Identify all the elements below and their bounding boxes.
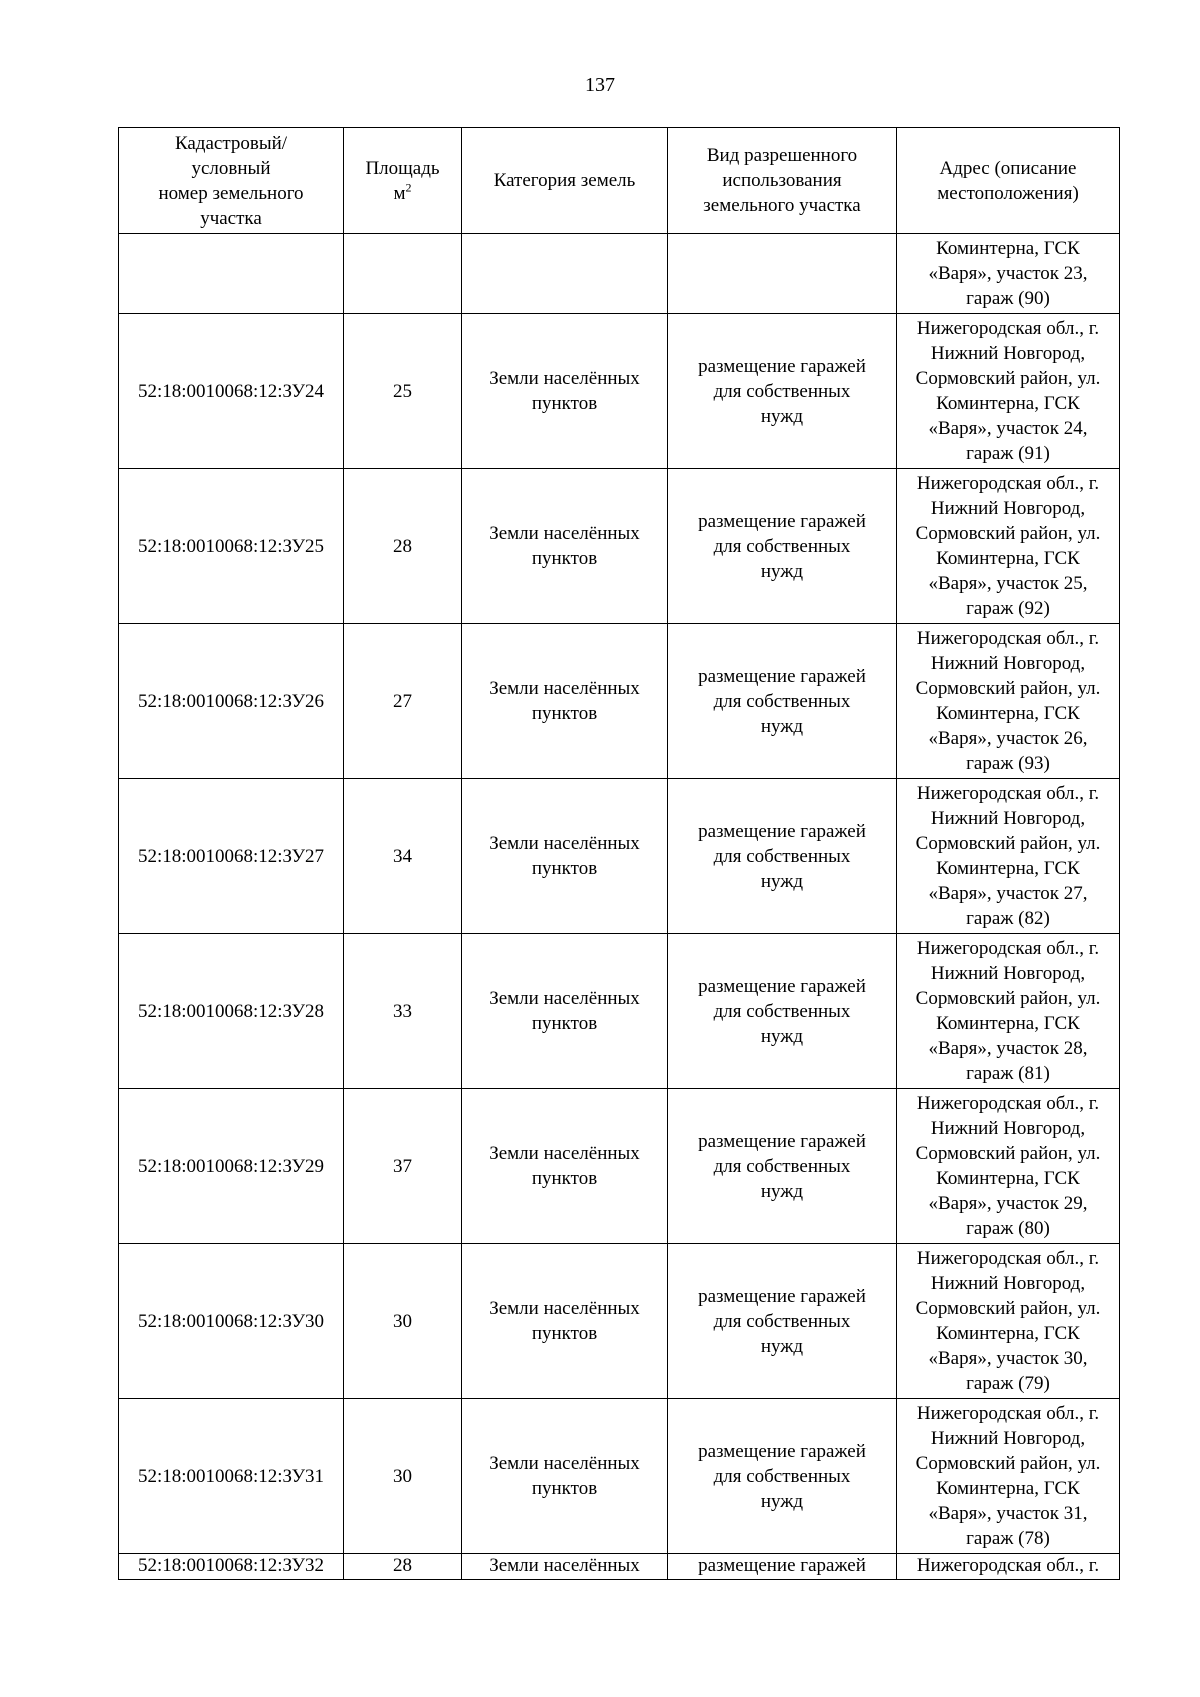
cell-cadastral: 52:18:0010068:12:ЗУ31 <box>119 1399 344 1554</box>
use-line: нужд <box>760 870 804 892</box>
cell-permitted-use <box>668 934 897 1089</box>
address-line: Нижний Новгород, <box>930 1118 1086 1139</box>
table-row-continuation <box>119 234 1120 314</box>
table-row <box>119 1089 1120 1244</box>
category-line: пунктов <box>531 858 598 879</box>
category-line: Земли населённых <box>489 833 640 854</box>
address-line: Сормовский район, ул. <box>915 1298 1101 1319</box>
cell-permitted-use <box>668 1244 897 1399</box>
use-line: для собственных <box>713 380 851 402</box>
table-header-row <box>119 128 1120 234</box>
use-line: размещение гаражей <box>698 355 866 377</box>
header-permitted-use: Вид разрешенного использования земельного участка <box>668 128 897 234</box>
cell-area <box>344 234 462 314</box>
category-line: Земли населённых <box>489 678 640 699</box>
use-line: нужд <box>760 1490 804 1512</box>
table-row <box>119 469 1120 624</box>
use-line: размещение гаражей <box>698 1285 866 1307</box>
address-line: Коминтерна, ГСК <box>936 703 1080 724</box>
cell-address <box>897 1399 1120 1554</box>
table-row <box>119 624 1120 779</box>
address-line: гараж (80) <box>966 1218 1050 1239</box>
cell-address <box>897 314 1120 469</box>
cell-cadastral: 52:18:0010068:12:ЗУ32 <box>119 1554 344 1580</box>
address-line: Нижегородская обл., г. <box>916 628 1100 649</box>
address-line: Нижний Новгород, <box>930 963 1086 984</box>
address-line: «Варя», участок 27, <box>928 883 1088 904</box>
use-line: для собственных <box>713 535 851 557</box>
address-line: «Варя», участок 30, <box>928 1348 1088 1369</box>
address-line: Нижний Новгород, <box>930 653 1086 674</box>
cell-cadastral: 52:18:0010068:12:ЗУ26 <box>119 624 344 779</box>
cell-cadastral: 52:18:0010068:12:ЗУ27 <box>119 779 344 934</box>
address-line: Коминтерна, ГСК <box>936 1168 1080 1189</box>
cell-address <box>897 624 1120 779</box>
cell-address <box>897 1244 1120 1399</box>
use-line: нужд <box>760 1180 804 1202</box>
cell-area: 30 <box>344 1399 462 1554</box>
category-line: пунктов <box>531 1478 598 1499</box>
cell-category <box>462 1089 668 1244</box>
cell-area: 37 <box>344 1089 462 1244</box>
category-line: Земли населённых <box>489 368 640 389</box>
cell-category <box>462 469 668 624</box>
cell-cadastral: 52:18:0010068:12:ЗУ30 <box>119 1244 344 1399</box>
address-line: Сормовский район, ул. <box>915 523 1101 544</box>
area-unit-exponent: 2 <box>405 180 412 195</box>
address-line: гараж (91) <box>966 443 1050 464</box>
table-row <box>119 779 1120 934</box>
cell-area: 30 <box>344 1244 462 1399</box>
cell-cadastral: 52:18:0010068:12:ЗУ29 <box>119 1089 344 1244</box>
use-line: нужд <box>760 560 804 582</box>
address-line: гараж (92) <box>966 598 1050 619</box>
address-line: Нижегородская обл., г. <box>916 318 1100 339</box>
address-line: «Варя», участок 25, <box>928 573 1088 594</box>
cell-category <box>462 934 668 1089</box>
table-row-partial <box>119 1554 1120 1580</box>
cell-permitted-use: размещение гаражей <box>668 1554 897 1580</box>
address-line: Коминтерна, ГСК <box>936 393 1080 414</box>
address-line: гараж (78) <box>966 1528 1050 1549</box>
cell-address: Нижегородская обл., г. <box>897 1554 1120 1580</box>
use-line: для собственных <box>713 1000 851 1022</box>
address-line: Нижний Новгород, <box>930 808 1086 829</box>
cell-address <box>897 934 1120 1089</box>
address-line: «Варя», участок 29, <box>928 1193 1088 1214</box>
address-line: Нижний Новгород, <box>930 1273 1086 1294</box>
cell-permitted-use <box>668 1399 897 1554</box>
category-line: Земли населённых <box>489 1298 640 1319</box>
address-line: Сормовский район, ул. <box>915 368 1101 389</box>
cell-category <box>462 1399 668 1554</box>
category-line: пунктов <box>531 1168 598 1189</box>
cell-area: 33 <box>344 934 462 1089</box>
address-line: Коминтерна, ГСК <box>936 1323 1080 1344</box>
use-line: размещение гаражей <box>698 975 866 997</box>
cell-cadastral <box>119 234 344 314</box>
header-category: Категория земель <box>462 128 668 234</box>
category-line: пунктов <box>531 1323 598 1344</box>
address-line: Коминтерна, ГСК <box>936 548 1080 569</box>
cell-area: 28 <box>344 1554 462 1580</box>
cell-area: 25 <box>344 314 462 469</box>
cell-permitted-use <box>668 1089 897 1244</box>
address-line: Нижегородская обл., г. <box>916 938 1100 959</box>
page-number: 137 <box>585 74 615 96</box>
address-line: Коминтерна, ГСК <box>936 1478 1080 1499</box>
address-line: «Варя», участок 26, <box>928 728 1088 749</box>
address-line: Нижний Новгород, <box>930 343 1086 364</box>
address-line: Нижний Новгород, <box>930 498 1086 519</box>
cell-category <box>462 1244 668 1399</box>
cell-category <box>462 624 668 779</box>
cell-permitted-use <box>668 234 897 314</box>
cell-cadastral: 52:18:0010068:12:ЗУ24 <box>119 314 344 469</box>
use-line: размещение гаражей <box>698 510 866 532</box>
address-line: гараж (82) <box>966 908 1050 929</box>
address-line: «Варя», участок 31, <box>928 1503 1088 1524</box>
cell-category <box>462 779 668 934</box>
land-plots-table <box>118 127 1120 1580</box>
table-row <box>119 1244 1120 1399</box>
cell-permitted-use <box>668 314 897 469</box>
use-line: размещение гаражей <box>698 1130 866 1152</box>
use-line: для собственных <box>713 1155 851 1177</box>
header-cadastral: Кадастровый/ условный номер земельного участка <box>119 128 344 234</box>
use-line: размещение гаражей <box>698 665 866 687</box>
use-line: для собственных <box>713 1465 851 1487</box>
address-line: Сормовский район, ул. <box>915 1143 1101 1164</box>
address-line: Нижегородская обл., г. <box>916 473 1100 494</box>
address-line: Нижегородская обл., г. <box>916 1248 1100 1269</box>
table-row <box>119 314 1120 469</box>
address-line: гараж (81) <box>966 1063 1050 1084</box>
use-line: размещение гаражей <box>698 1440 866 1462</box>
cell-permitted-use <box>668 779 897 934</box>
use-line: нужд <box>760 1335 804 1357</box>
address-line: Нижегородская обл., г. <box>916 783 1100 804</box>
address-line: Нижегородская обл., г. <box>916 1403 1100 1424</box>
address-line: Сормовский район, ул. <box>915 833 1101 854</box>
cell-category <box>462 314 668 469</box>
cell-address <box>897 469 1120 624</box>
use-line: нужд <box>760 1025 804 1047</box>
header-address: Адрес (описание местоположения) <box>897 128 1120 234</box>
cell-area: 34 <box>344 779 462 934</box>
area-unit: м <box>393 182 406 204</box>
address-line: «Варя», участок 28, <box>928 1038 1088 1059</box>
address-line: Коминтерна, ГСК <box>936 858 1080 879</box>
address-line: Сормовский район, ул. <box>915 1453 1101 1474</box>
address-line: гараж (79) <box>966 1373 1050 1394</box>
category-line: Земли населённых <box>489 988 640 1009</box>
cell-cadastral: 52:18:0010068:12:ЗУ25 <box>119 469 344 624</box>
table-row <box>119 1399 1120 1554</box>
use-line: для собственных <box>713 845 851 867</box>
cell-address <box>897 1089 1120 1244</box>
address-line: Нижегородская обл., г. <box>916 1093 1100 1114</box>
address-line: Сормовский район, ул. <box>915 988 1101 1009</box>
cell-category <box>462 234 668 314</box>
category-line: Земли населённых <box>489 1453 640 1474</box>
address-line: «Варя», участок 24, <box>928 418 1088 439</box>
address-line: Нижний Новгород, <box>930 1428 1086 1449</box>
use-line: размещение гаражей <box>698 820 866 842</box>
address-line: Коминтерна, ГСК <box>936 1013 1080 1034</box>
category-line: Земли населённых <box>489 523 640 544</box>
cell-address: Коминтерна, ГСК «Варя», участок 23, гараж (90) <box>897 234 1120 314</box>
cell-area: 28 <box>344 469 462 624</box>
category-line: Земли населённых <box>489 1143 640 1164</box>
cell-category: Земли населённых <box>462 1554 668 1580</box>
table-row <box>119 934 1120 1089</box>
address-line: гараж (93) <box>966 753 1050 774</box>
address-line: Сормовский район, ул. <box>915 678 1101 699</box>
use-line: для собственных <box>713 1310 851 1332</box>
category-line: пунктов <box>531 703 598 724</box>
cell-address <box>897 779 1120 934</box>
cell-cadastral: 52:18:0010068:12:ЗУ28 <box>119 934 344 1089</box>
use-line: для собственных <box>713 690 851 712</box>
cell-permitted-use <box>668 624 897 779</box>
category-line: пунктов <box>531 1013 598 1034</box>
category-line: пунктов <box>531 548 598 569</box>
header-area: Площадь $м^2$ <box>344 128 462 234</box>
use-line: нужд <box>760 715 804 737</box>
use-line: нужд <box>760 405 804 427</box>
cell-area: 27 <box>344 624 462 779</box>
cell-permitted-use <box>668 469 897 624</box>
category-line: пунктов <box>531 393 598 414</box>
